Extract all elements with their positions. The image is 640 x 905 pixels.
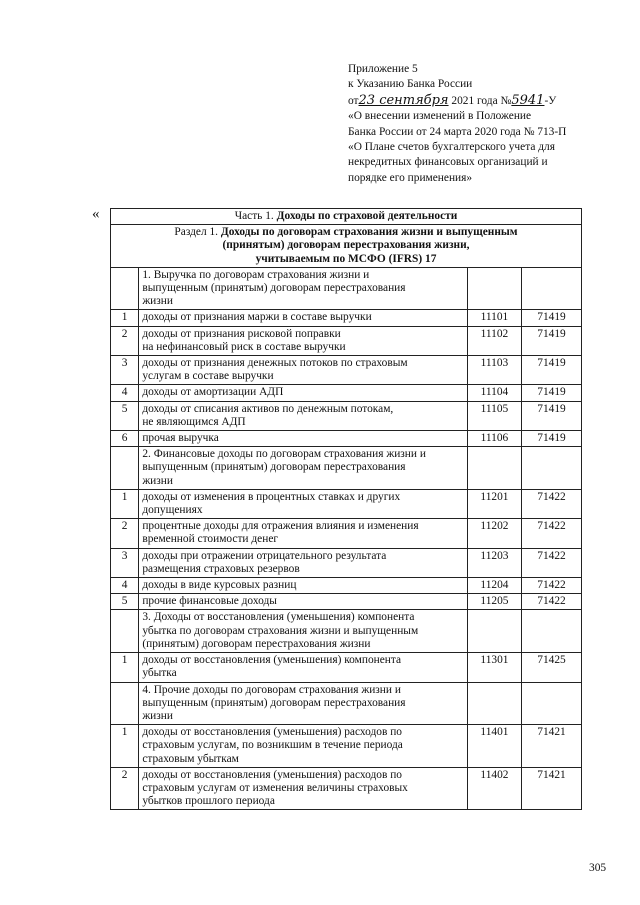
- group-header-row: [111, 682, 582, 725]
- row-number: 4: [111, 385, 139, 401]
- group-header-row: [111, 610, 582, 653]
- code-empty: [467, 610, 521, 653]
- row-description: прочая выручка: [139, 431, 468, 447]
- table-row: [111, 489, 582, 518]
- appendix-line-5: Банка России от 24 марта 2020 года № 713-П: [348, 125, 567, 138]
- row-description: доходы от признания рисковой поправки на нефинансовый риск в составе выручки: [139, 326, 468, 355]
- appendix-line-1: Приложение 5: [348, 63, 418, 75]
- row-number-empty: [111, 267, 139, 310]
- row-number: 3: [111, 548, 139, 577]
- account-number: 71421: [522, 725, 582, 768]
- row-number: 2: [111, 767, 139, 810]
- appendix-line-6: «О Плане счетов бухгалтерского учета для: [348, 141, 555, 154]
- symbol-code: 11105: [467, 401, 521, 430]
- account-number: 71422: [522, 578, 582, 594]
- handwritten-number: 5941: [511, 92, 545, 108]
- section-title: Раздел 1. Доходы по договорам страхования жизни и выпущенным (принятым) договорам перестрахования жизни, учитываемым по МСФО (IFRS) 17: [111, 225, 582, 268]
- handwritten-date: 23 сентября: [358, 92, 449, 108]
- account-number: 71419: [522, 310, 582, 326]
- symbol-code: 11102: [467, 326, 521, 355]
- appendix-header: [348, 62, 628, 186]
- table-row: [111, 725, 582, 768]
- table-row: [111, 519, 582, 548]
- row-description: процентные доходы для отражения влияния и изменения временной стоимости денег: [139, 519, 468, 548]
- number-suffix: -У: [544, 94, 557, 107]
- account-number: 71422: [522, 489, 582, 518]
- table-row: [111, 653, 582, 682]
- appendix-line-2: к Указанию Банка России: [348, 78, 473, 91]
- symbol-code: 11104: [467, 385, 521, 401]
- row-description: доходы от списания активов по денежным потокам, не являющимся АДП: [139, 401, 468, 430]
- symbol-code: 11202: [467, 519, 521, 548]
- code-empty: [467, 447, 521, 490]
- row-description: доходы от восстановления (уменьшения) расходов по страховым услугам от изменения величины страховых убытков прошлого периода: [139, 767, 468, 810]
- group-title: 1. Выручка по договорам страхования жизни и выпущенным (принятым) договорам перестрахования жизни: [139, 267, 468, 310]
- account-number: 71425: [522, 653, 582, 682]
- row-number: 1: [111, 725, 139, 768]
- page-number: 305: [589, 862, 607, 874]
- row-number-empty: [111, 682, 139, 725]
- table-row: [111, 594, 582, 610]
- table-row: [111, 767, 582, 810]
- table-row: [111, 310, 582, 326]
- row-number: 5: [111, 401, 139, 430]
- symbol-code: 11103: [467, 356, 521, 385]
- table-row: [111, 385, 582, 401]
- account-number: 71419: [522, 401, 582, 430]
- table-row: [111, 356, 582, 385]
- part-title: Часть 1. Доходы по страховой деятельности: [111, 209, 582, 225]
- account-number: 71419: [522, 431, 582, 447]
- table-row: [111, 578, 582, 594]
- symbol-code: 11401: [467, 725, 521, 768]
- row-number: 2: [111, 519, 139, 548]
- row-description: доходы от восстановления (уменьшения) компонента убытка: [139, 653, 468, 682]
- account-number: 71419: [522, 385, 582, 401]
- row-description: доходы от амортизации АДП: [139, 385, 468, 401]
- row-number: 4: [111, 578, 139, 594]
- account-number: 71419: [522, 356, 582, 385]
- row-number: 5: [111, 594, 139, 610]
- appendix-line-7: некредитных финансовых организаций и: [348, 156, 548, 169]
- group-header-row: [111, 267, 582, 310]
- symbol-code: 11205: [467, 594, 521, 610]
- row-description: доходы от изменения в процентных ставках и других допущениях: [139, 489, 468, 518]
- account-empty: [522, 447, 582, 490]
- group-header-row: [111, 447, 582, 490]
- account-number: 71422: [522, 594, 582, 610]
- group-title: 3. Доходы от восстановления (уменьшения) компонента убытка по договорам страхования жизни и выпущенным (принятым) договорам перестрахования жизни: [139, 610, 468, 653]
- row-description: доходы в виде курсовых разниц: [139, 578, 468, 594]
- appendix-line-3: [348, 93, 628, 109]
- table-row: [111, 548, 582, 577]
- symbol-code: 11101: [467, 310, 521, 326]
- table-row: [111, 431, 582, 447]
- row-number-empty: [111, 610, 139, 653]
- symbol-code: 11106: [467, 431, 521, 447]
- row-description: доходы от признания денежных потоков по страховым услугам в составе выручки: [139, 356, 468, 385]
- table-row: [111, 401, 582, 430]
- account-number: 71422: [522, 519, 582, 548]
- table-row: [111, 326, 582, 355]
- symbol-code: 11301: [467, 653, 521, 682]
- row-description: доходы при отражении отрицательного результата размещения страховых резервов: [139, 548, 468, 577]
- code-empty: [467, 682, 521, 725]
- symbol-code: 11201: [467, 489, 521, 518]
- row-number: 1: [111, 653, 139, 682]
- group-title: 4. Прочие доходы по договорам страхования жизни и выпущенным (принятым) договорам перестрахования жизни: [139, 682, 468, 725]
- account-number: 71422: [522, 548, 582, 577]
- account-number: 71419: [522, 326, 582, 355]
- row-number: 1: [111, 489, 139, 518]
- account-empty: [522, 682, 582, 725]
- appendix-line-4: «О внесении изменений в Положение: [348, 110, 532, 123]
- symbol-code: 11203: [467, 548, 521, 577]
- row-description: прочие финансовые доходы: [139, 594, 468, 610]
- symbol-code: 11204: [467, 578, 521, 594]
- date-mid: 2021 года №: [448, 94, 512, 107]
- row-number: 6: [111, 431, 139, 447]
- row-description: доходы от признания маржи в составе выручки: [139, 310, 468, 326]
- section-title-row: [111, 225, 582, 268]
- row-number: 2: [111, 326, 139, 355]
- open-quote: «: [92, 206, 100, 222]
- symbol-code: 11402: [467, 767, 521, 810]
- row-number: 1: [111, 310, 139, 326]
- code-empty: [467, 267, 521, 310]
- date-prefix: от: [348, 94, 359, 107]
- row-number-empty: [111, 447, 139, 490]
- account-empty: [522, 610, 582, 653]
- appendix-line-8: порядке его применения»: [348, 171, 473, 184]
- accounts-table: [110, 208, 582, 810]
- part-title-row: [111, 209, 582, 225]
- row-description: доходы от восстановления (уменьшения) расходов по страховым услугам, по возникшим в течение периода страховым убыткам: [139, 725, 468, 768]
- account-number: 71421: [522, 767, 582, 810]
- group-title: 2. Финансовые доходы по договорам страхования жизни и выпущенным (принятым) договорам перестрахования жизни: [139, 447, 468, 490]
- row-number: 3: [111, 356, 139, 385]
- account-empty: [522, 267, 582, 310]
